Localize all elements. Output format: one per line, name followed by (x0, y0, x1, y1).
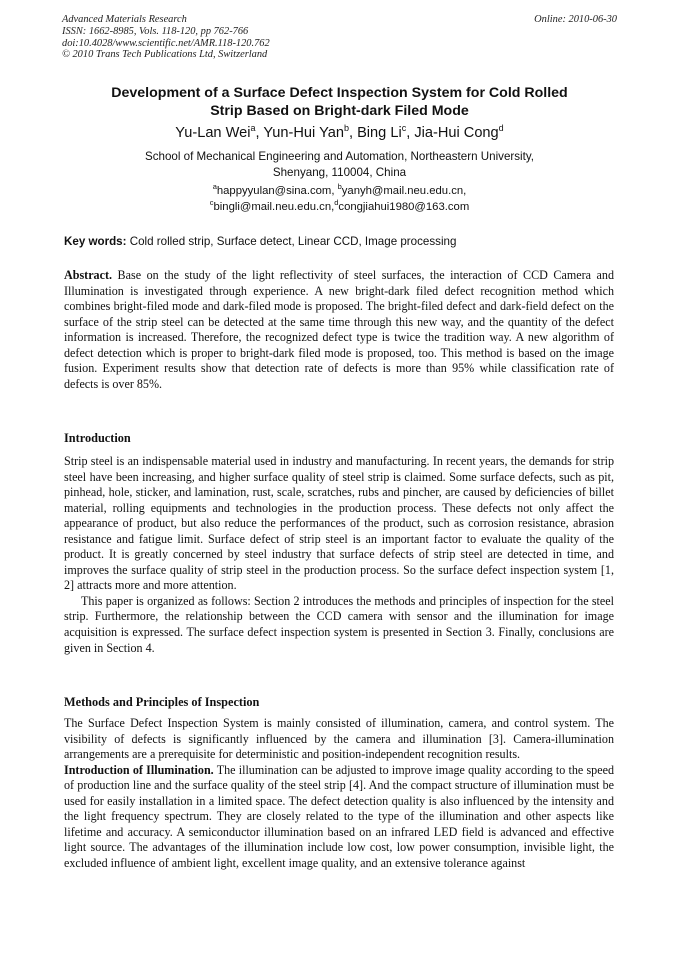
copyright-line: © 2010 Trans Tech Publications Ltd, Switzerland (62, 49, 268, 61)
email-c: bingli@mail.neu.edu.cn, (213, 200, 335, 213)
paragraph-text: The illumination can be adjusted to improve image quality according to the speed of production line and the surface quality of the steel strip [4]. And the compact structure of illumination must be used for easily installation in a limited space. The defect detection quality is also influenced by the intensity and the light frequency spectrum. They are closely related to the type of the illumination and other aspects like lifetime and accuracy. A semiconductor illumination based on an infrared LED field is advanced and effective light source. The advantages of the illumination include low cost, low power consumption, invisible light, the excluded influence of ambient light, excellent image quality, and an extensive tolerance against (64, 762, 614, 870)
email-line-1 (62, 184, 617, 200)
email-b: yanyh@mail.neu.edu.cn, (341, 185, 467, 197)
journal-header (62, 14, 617, 61)
subsection-label: Introduction of Illumination. (64, 762, 214, 777)
section-heading-introduction: Introduction (64, 431, 131, 445)
author-separator: , (406, 125, 415, 141)
paper-title (62, 84, 617, 120)
affiliation (62, 149, 617, 180)
email-mark: d (334, 197, 339, 207)
author-affil-mark: b (343, 123, 349, 134)
introduction-body (64, 454, 614, 656)
keywords-text: Cold rolled strip, Surface detect, Linear CCD, Image processing (126, 235, 457, 248)
email-mark: c (209, 197, 214, 207)
paragraph: The Surface Defect Inspection System is mainly consisted of illumination, camera, and control system. The visibility of defects is significantly influenced by the camera and illumination [3]. Camera-illumination arrangements are a prerequisite for deterministic and position-independent recognition results. (64, 716, 614, 762)
author-separator: , (348, 125, 358, 141)
email-a: happyyulan@sina.com, (216, 185, 338, 197)
email-line-2 (62, 197, 617, 216)
author-name: Yu-Lan Wei (175, 125, 251, 141)
keywords (64, 234, 616, 249)
title-line-2: Strip Based on Bright-dark Filed Mode (210, 103, 469, 119)
paragraph: This paper is organized as follows: Section 2 introduces the methods and principles of inspection for the steel strip. Furthermore, the relationship between the CCD camera with sensor and the illumination for image acquisition is expressed. The surface defect inspection system is presented in Section 3. Finally, conclusions are given in Section 4. (64, 593, 614, 655)
author-affil-mark: a (250, 123, 256, 134)
author-list (62, 124, 617, 142)
affiliation-line-1: School of Mechanical Engineering and Automation, Northeastern University, (144, 150, 535, 163)
paragraph (64, 763, 614, 872)
abstract (64, 268, 614, 392)
author-affil-mark: c (401, 123, 407, 134)
author-name: Bing Li (357, 125, 402, 141)
paragraph: Strip steel is an indispensable material used in industry and manufacturing. In recent years, the demands for strip steel have been increasing, and higher surface quality of steel strip is claimed. Some surface defects, such as pit, pinhead, hole, sticker, and lamination, rust, scale, scratches, rubs and pincher, are caused by deficiencies of billet material, rolling equipments and technologies in the production process. These defects not only affect the appearance of product, but also reduce the performances of the product, such as corrosion resistance, abrasion resistance and fatigue limit. Surface defect of strip steel is an important factor to evaluate the quality of the product. It is greatly concerned by steel industry that surface defects of strip steel are detected in time, and improves the surface quality of strip steel in the production process. So the surface defect inspection system [1, 2] attracts more and more attention. (64, 454, 614, 593)
abstract-text: Base on the study of the light reflectivity of steel surfaces, the interaction of CCD Camera and Illumination is investigated through experience. A new bright-dark filed defect recognition method which combines bright-filed mode and dark-filed mode is proposed. The bright-filed defect and dark-field defect on the surface of the strip steel can be detected at the same time through this new way, and the quantity of the defect information is increased. Therefore, the recognized defect type is twice the tradition way. A new algorithm of defect detection which is proper to bright-dark filed mode is proposed, too. This method is based on the image fusion. Experiment results show that detection rate of defects is more than 95% while classification rate of defects is over 85%. (64, 268, 614, 391)
author-separator: , (255, 125, 264, 141)
title-line-1: Development of a Surface Defect Inspection System for Cold Rolled (111, 85, 568, 101)
abstract-label: Abstract. (64, 268, 113, 282)
author-emails (62, 184, 617, 215)
email-mark: a (212, 182, 217, 192)
methods-body (64, 716, 614, 871)
affiliation-line-2: Shenyang, 110004, China (272, 165, 407, 179)
journal-name: Advanced Materials Research (62, 14, 187, 25)
online-date: Online: 2010-06-30 (534, 14, 617, 25)
author-name: Yun-Hui Yan (263, 125, 344, 141)
email-d: congjiahui1980@163.com (338, 200, 470, 213)
author-affil-mark: d (498, 123, 504, 134)
doi-line: doi:10.4028/www.scientific.net/AMR.118-120.762 (62, 37, 270, 49)
email-mark: b (337, 182, 342, 192)
issn-line: ISSN: 1662-8985, Vols. 118-120, pp 762-766 (62, 25, 249, 37)
section-heading-methods: Methods and Principles of Inspection (64, 695, 260, 709)
author-name: Jia-Hui Cong (414, 125, 499, 141)
keywords-label: Key words: (64, 235, 127, 248)
